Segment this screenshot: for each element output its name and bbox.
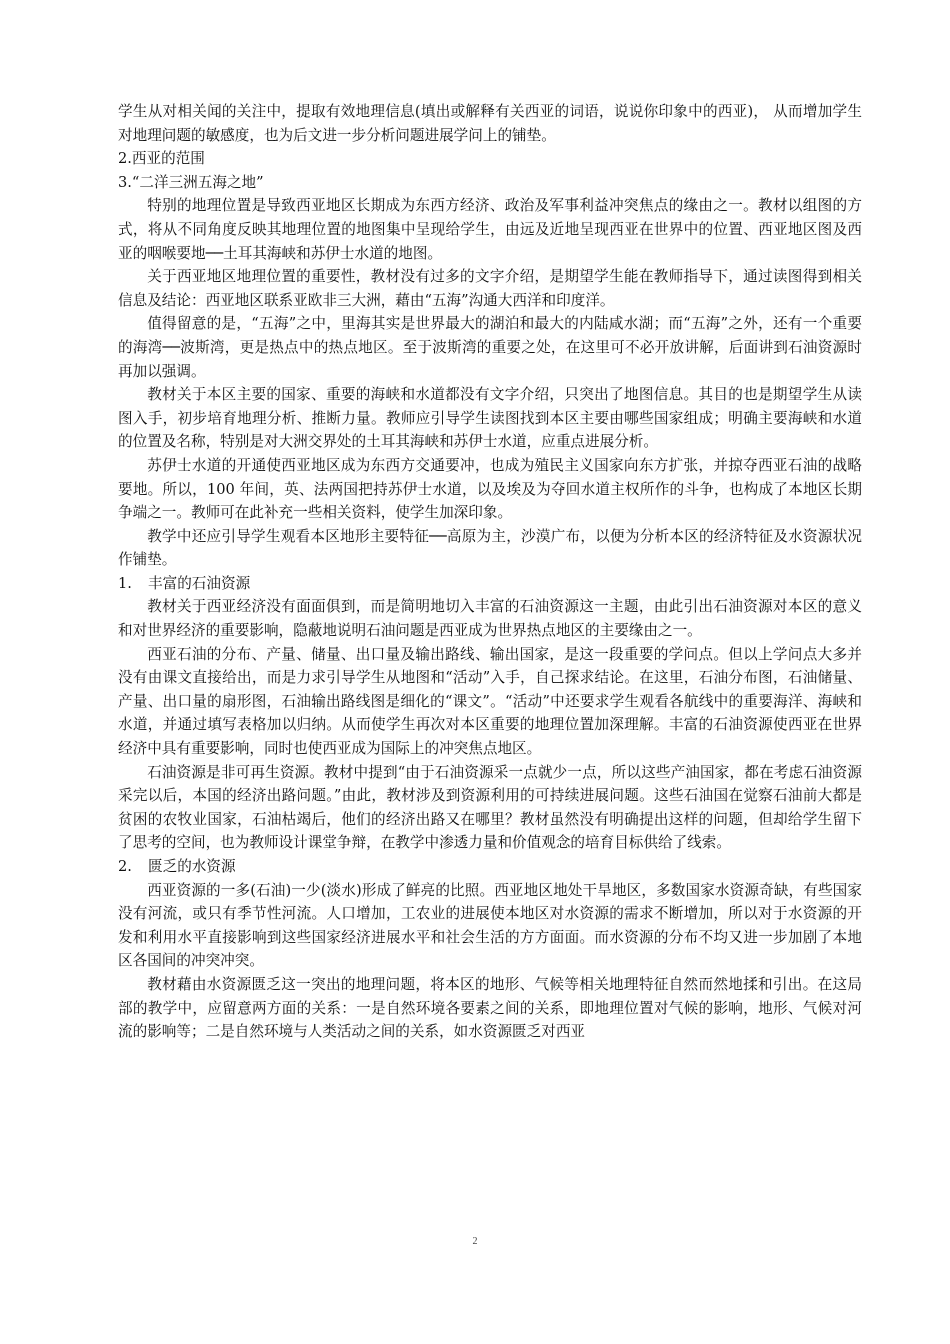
paragraph-intro-continued: 学生从对相关闻的关注中，提取有效地理信息(填出或解释有关西亚的词语，说说你印象中的西亚)， 从而增加学生对地理问题的敏感度，也为后文进一步分析问题进展学问上的铺垫。 <box>118 103 862 144</box>
list-number: 1. <box>118 574 132 592</box>
paragraph-oil-distribution: 西亚石油的分布、产量、储量、出口量及输出路线、输出国家，是这一段重要的学问点。但以上学问点大多并没有由课文直接给出，而是力求引导学生从地图和“活动”入手，自己探求结论。在这里，石油分布图，石油储量、产量、出口量的扇形图，石油输出路线图是细化的“课文”。“活动”中还要求学生观看各航线中的重要海洋、海峡和水道，并通过填写表格加以归纳。从而使学生再次对本区重要的地理位置加深理解。丰富的石油资源使西亚在世界经济中具有重要影响，同时也使西亚成为国际上的冲突焦点地区。 <box>118 645 862 758</box>
paragraph-location-importance: 关于西亚地区地理位置的重要性，教材没有过多的文字介绍，是期望学生能在教师指导下，通过读图得到相关信息及结论：西亚地区联系亚欧非三大洲，藉由“五海”沟通大西洋和印度洋。 <box>118 268 862 309</box>
paragraph-oil-nonrenewable: 石油资源是非可再生资源。教材中提到“由于石油资源采一点就少一点，所以这些产油国家，都在考虑石油资源采完以后，本国的经济出路问题。”由此，教材涉及到资源利用的可持续进展问题。这些石油国在觉察石油前大都是贫困的农牧业国家，石油枯竭后，他们的经济出路又在哪里？教材虽然没有明确提出这样的问题，但却给学生留下了思考的空间，也为教师设计课堂争辩，在教学中渗透力量和价值观念的培育目标供给了线索。 <box>118 763 862 852</box>
heading-water-resources <box>118 855 862 879</box>
heading-text: 匮乏的水资源 <box>148 858 236 875</box>
paragraph-suez-canal: 苏伊士水道的开通使西亚地区成为东西方交通要冲，也成为殖民主义国家向东方扩张，并掠夺西亚石油的战略要地。所以，100 年间，英、法两国把持苏伊士水道，以及埃及为夺回水道主权所作的斗争，也构成了本地区长期争端之一。教师可在此补充一些相关资料，使学生加深印象。 <box>118 456 862 522</box>
page-number: 2 <box>472 1236 478 1247</box>
list-number: 2. <box>118 858 132 875</box>
paragraph-terrain: 教学中还应引导学生观看本区地形主要特征──高原为主，沙漠广布，以便为分析本区的经济特征及水资源状况作铺垫。 <box>118 527 862 569</box>
heading-text: 丰富的石油资源 <box>148 574 251 592</box>
paragraph-water-teaching: 教材藉由水资源匮乏这一突出的地理问题，将本区的地形、气候等相关地理特征自然而然地揉和引出。在这局部的教学中，应留意两方面的关系：一是自然环境各要素之间的关系，即地理位置对气候的影响，地形、气候对河流的影响等；二是自然环境与人类活动之间的关系，如水资源匮乏对西亚 <box>118 975 862 1041</box>
paragraph-five-seas: 值得留意的是，“五海”之中，里海其实是世界最大的湖泊和最大的内陆咸水湖；而“五海”之外，还有一个重要的海湾──波斯湾，更是热点中的热点地区。至于波斯湾的重要之处，在这里可不必开放讲解，后面讲到石油资源时再加以强调。 <box>118 315 862 380</box>
heading-two-oceans-three-continents: 3.“二洋三洲五海之地” <box>118 173 264 191</box>
paragraph-oil-intro: 教材关于西亚经济没有面面俱到，而是简明地切入丰富的石油资源这一主题，由此引出石油资源对本区的意义和对世界经济的重要影响，隐蔽地说明石油问题是西亚成为世界热点地区的主要缘由之一。 <box>118 598 862 640</box>
paragraph-location: 特别的地理位置是导致西亚地区长期成为东西方经济、政治及军事利益冲突焦点的缘由之一。教材以组图的方式，将从不同角度反映其地理位置的地图集中呈现给学生，由远及近地呈现西亚在世界中的位置、西亚地区图及西亚的咽喉要地──土耳其海峡和苏伊士水道的地图。 <box>118 197 862 262</box>
document-page <box>118 100 862 1044</box>
paragraph-water-scarcity: 西亚资源的一多(石油)一少(淡水)形成了鲜亮的比照。西亚地区地处干旱地区，多数国家水资源奇缺，有些国家没有河流，或只有季节性河流。人口增加，工农业的进展使本地区对水资源的需求不断增加，所以对于水资源的开发和利用水平直接影响到这些国家经济进展水平和社会生活的方方面面。而水资源的分布不均又进一步加剧了本地区各国间的冲突冲突。 <box>118 881 862 970</box>
heading-oil-resources <box>118 572 862 596</box>
paragraph-countries-straits: 教材关于本区主要的国家、重要的海峡和水道都没有文字介绍，只突出了地图信息。其目的也是期望学生从读图入手，初步培育地理分析、推断力量。教师应引导学生读图找到本区主要由哪些国家组成；明确主要海峡和水道的位置及名称，特别是对大洲交界处的土耳其海峡和苏伊士水道，应重点进展分析。 <box>118 386 862 451</box>
heading-west-asia-scope: 2.西亚的范围 <box>118 150 205 168</box>
